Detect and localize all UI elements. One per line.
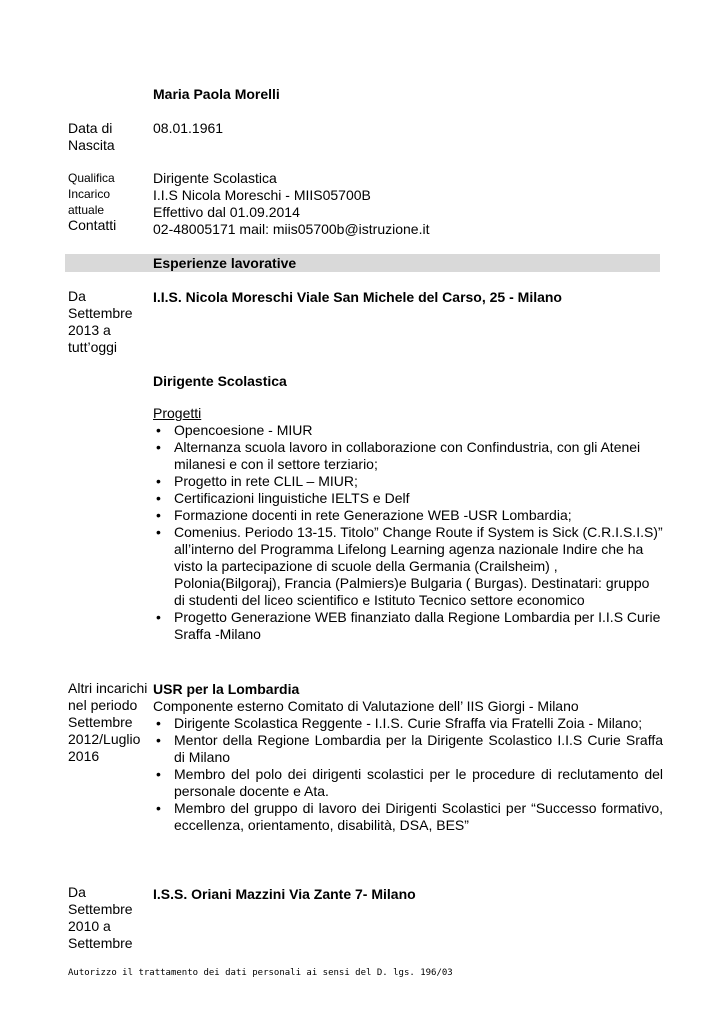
list-item: • Comenius. Periodo 13-15. Titolo” Change Route if System is Sick (C.R.I.S.I.S)” all’interno del Programma Lifelong Learning agenza nazionale Indire che ha visto la partecipazione di scuole della Germania (Crailsheim) , Polonia(Bilgoraj), Francia (Palmiers)e Bulgaria ( Burgas). Destinatari: gruppo di studenti del liceo scientifico e Istituto Tecnico settore economico xyxy=(153,524,663,609)
exp1-projects-heading: Progetti xyxy=(153,405,202,421)
list-item: • Membro del gruppo di lavoro dei Dirigenti Scolastici per “Successo formativo, eccellenza, orientamento, disabilità, DSA, BES” xyxy=(153,800,663,834)
role-label-3: attuale xyxy=(68,203,105,217)
footer-privacy: Autorizzo il trattamento dei dati personali ai sensi del D. lgs. 196/03 xyxy=(68,968,453,978)
contacts-label: Contatti xyxy=(68,217,117,233)
list-item: • Certificazioni linguistiche IELTS e Delf xyxy=(153,490,663,507)
list-item: • Opencoesione - MIUR xyxy=(153,422,663,439)
exp3-period: Da Settembre 2010 a Settembre xyxy=(68,884,133,951)
exp3-org: I.S.S. Oriani Mazzini Via Zante 7- Milano xyxy=(153,886,416,902)
exp2-intro: Componente esterno Comitato di Valutazione dell’ IIS Giorgi - Milano xyxy=(153,698,579,714)
exp1-projects-list xyxy=(153,422,663,643)
role-label-1: Qualifica xyxy=(68,171,115,185)
birth-date: 08.01.1961 xyxy=(153,120,224,136)
current-school: I.I.S Nicola Moreschi - MIIS05700B xyxy=(153,187,371,203)
list-item: • Mentor della Regione Lombardia per la Dirigente Scolastico I.I.S Curie Sraffa di Milano xyxy=(153,732,663,766)
list-item: • Progetto in rete CLIL – MIUR; xyxy=(153,473,663,490)
list-item: • Formazione docenti in rete Generazione WEB -USR Lombardia; xyxy=(153,507,663,524)
effective-date: Effettivo dal 01.09.2014 xyxy=(153,204,300,220)
exp1-org: I.I.S. Nicola Moreschi Viale San Michele del Carso, 25 - Milano xyxy=(153,289,562,305)
exp1-period: Da Settembre 2013 a tutt’oggi xyxy=(68,288,133,355)
current-role: Dirigente Scolastica xyxy=(153,170,277,186)
exp1-role: Dirigente Scolastica xyxy=(153,373,287,389)
list-item: • Progetto Generazione WEB finanziato dalla Regione Lombardia per I.I.S Curie Sraffa -Milano xyxy=(153,609,663,643)
list-item: • Dirigente Scolastica Reggente - I.I.S. Curie Sfraffa via Fratelli Zoia - Milano; xyxy=(153,715,663,732)
section-title: Esperienze lavorative xyxy=(153,255,297,271)
exp2-items-list xyxy=(153,715,663,834)
role-label-2: Incarico xyxy=(68,187,111,201)
contacts: 02-48005171 mail: miis05700b@istruzione.it xyxy=(153,221,430,237)
birth-label: Data di Nascita xyxy=(68,120,115,153)
exp2-period: Altri incarichi nel periodo Settembre 2012/Luglio 2016 xyxy=(68,680,148,764)
cv-name: Maria Paola Morelli xyxy=(153,86,280,102)
exp2-org: USR per la Lombardia xyxy=(153,681,300,697)
list-item: • Membro del polo dei dirigenti scolastici per le procedure di reclutamento del personale docente e Ata. xyxy=(153,766,663,800)
list-item: • Alternanza scuola lavoro in collaborazione con Confindustria, con gli Atenei milanesi e con il settore terziario; xyxy=(153,439,663,473)
